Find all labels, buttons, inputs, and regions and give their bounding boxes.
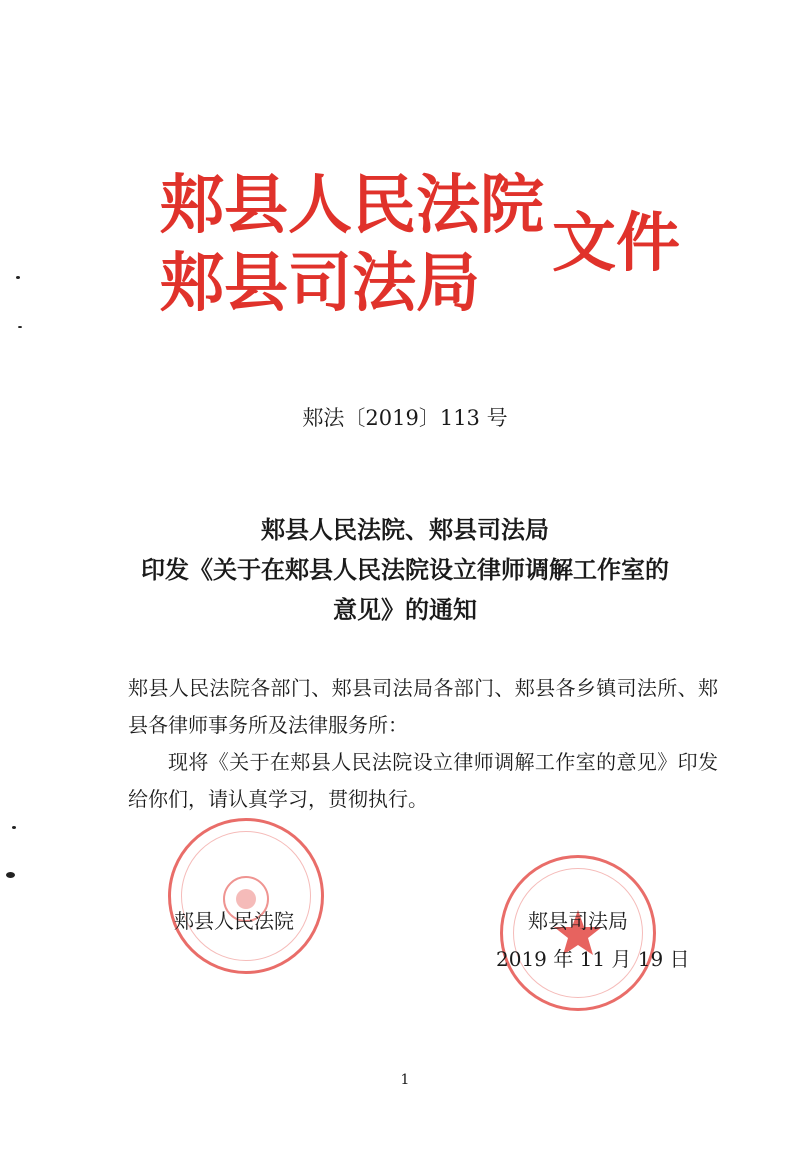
recipients-paragraph: 郏县人民法院各部门、郏县司法局各部门、郏县各乡镇司法所、郏县各律师事务所及法律服务所： <box>128 676 718 737</box>
scan-speck <box>16 276 20 279</box>
title-line-3: 意见》的通知 <box>333 596 477 624</box>
signature-court: 郏县人民法院 <box>174 909 294 933</box>
masthead-document-label: 文件 <box>552 206 680 281</box>
document-title <box>0 510 810 630</box>
page-number: 1 <box>400 1072 410 1088</box>
court-emblem-icon <box>171 821 321 971</box>
scan-speck <box>6 872 15 878</box>
document-number: 郏法〔2019〕113 号 <box>302 406 508 430</box>
scan-speck <box>12 826 16 829</box>
document-body <box>128 670 718 818</box>
title-line-1: 郏县人民法院、郏县司法局 <box>261 516 549 544</box>
content-paragraph: 现将《关于在郏县人民法院设立律师调解工作室的意见》印发给你们，请认真学习，贯彻执行。 <box>128 750 718 811</box>
title-line-2: 印发《关于在郏县人民法院设立律师调解工作室的 <box>141 556 669 584</box>
masthead-bureau-name: 郏县司法局 <box>160 246 480 321</box>
issue-date: 2019 年 11 月 19 日 <box>496 947 690 971</box>
court-seal <box>168 818 324 974</box>
signature-bureau: 郏县司法局 <box>528 909 628 933</box>
masthead-court-name: 郏县人民法院 <box>160 168 544 243</box>
scan-speck <box>18 326 22 328</box>
red-masthead <box>160 170 680 330</box>
